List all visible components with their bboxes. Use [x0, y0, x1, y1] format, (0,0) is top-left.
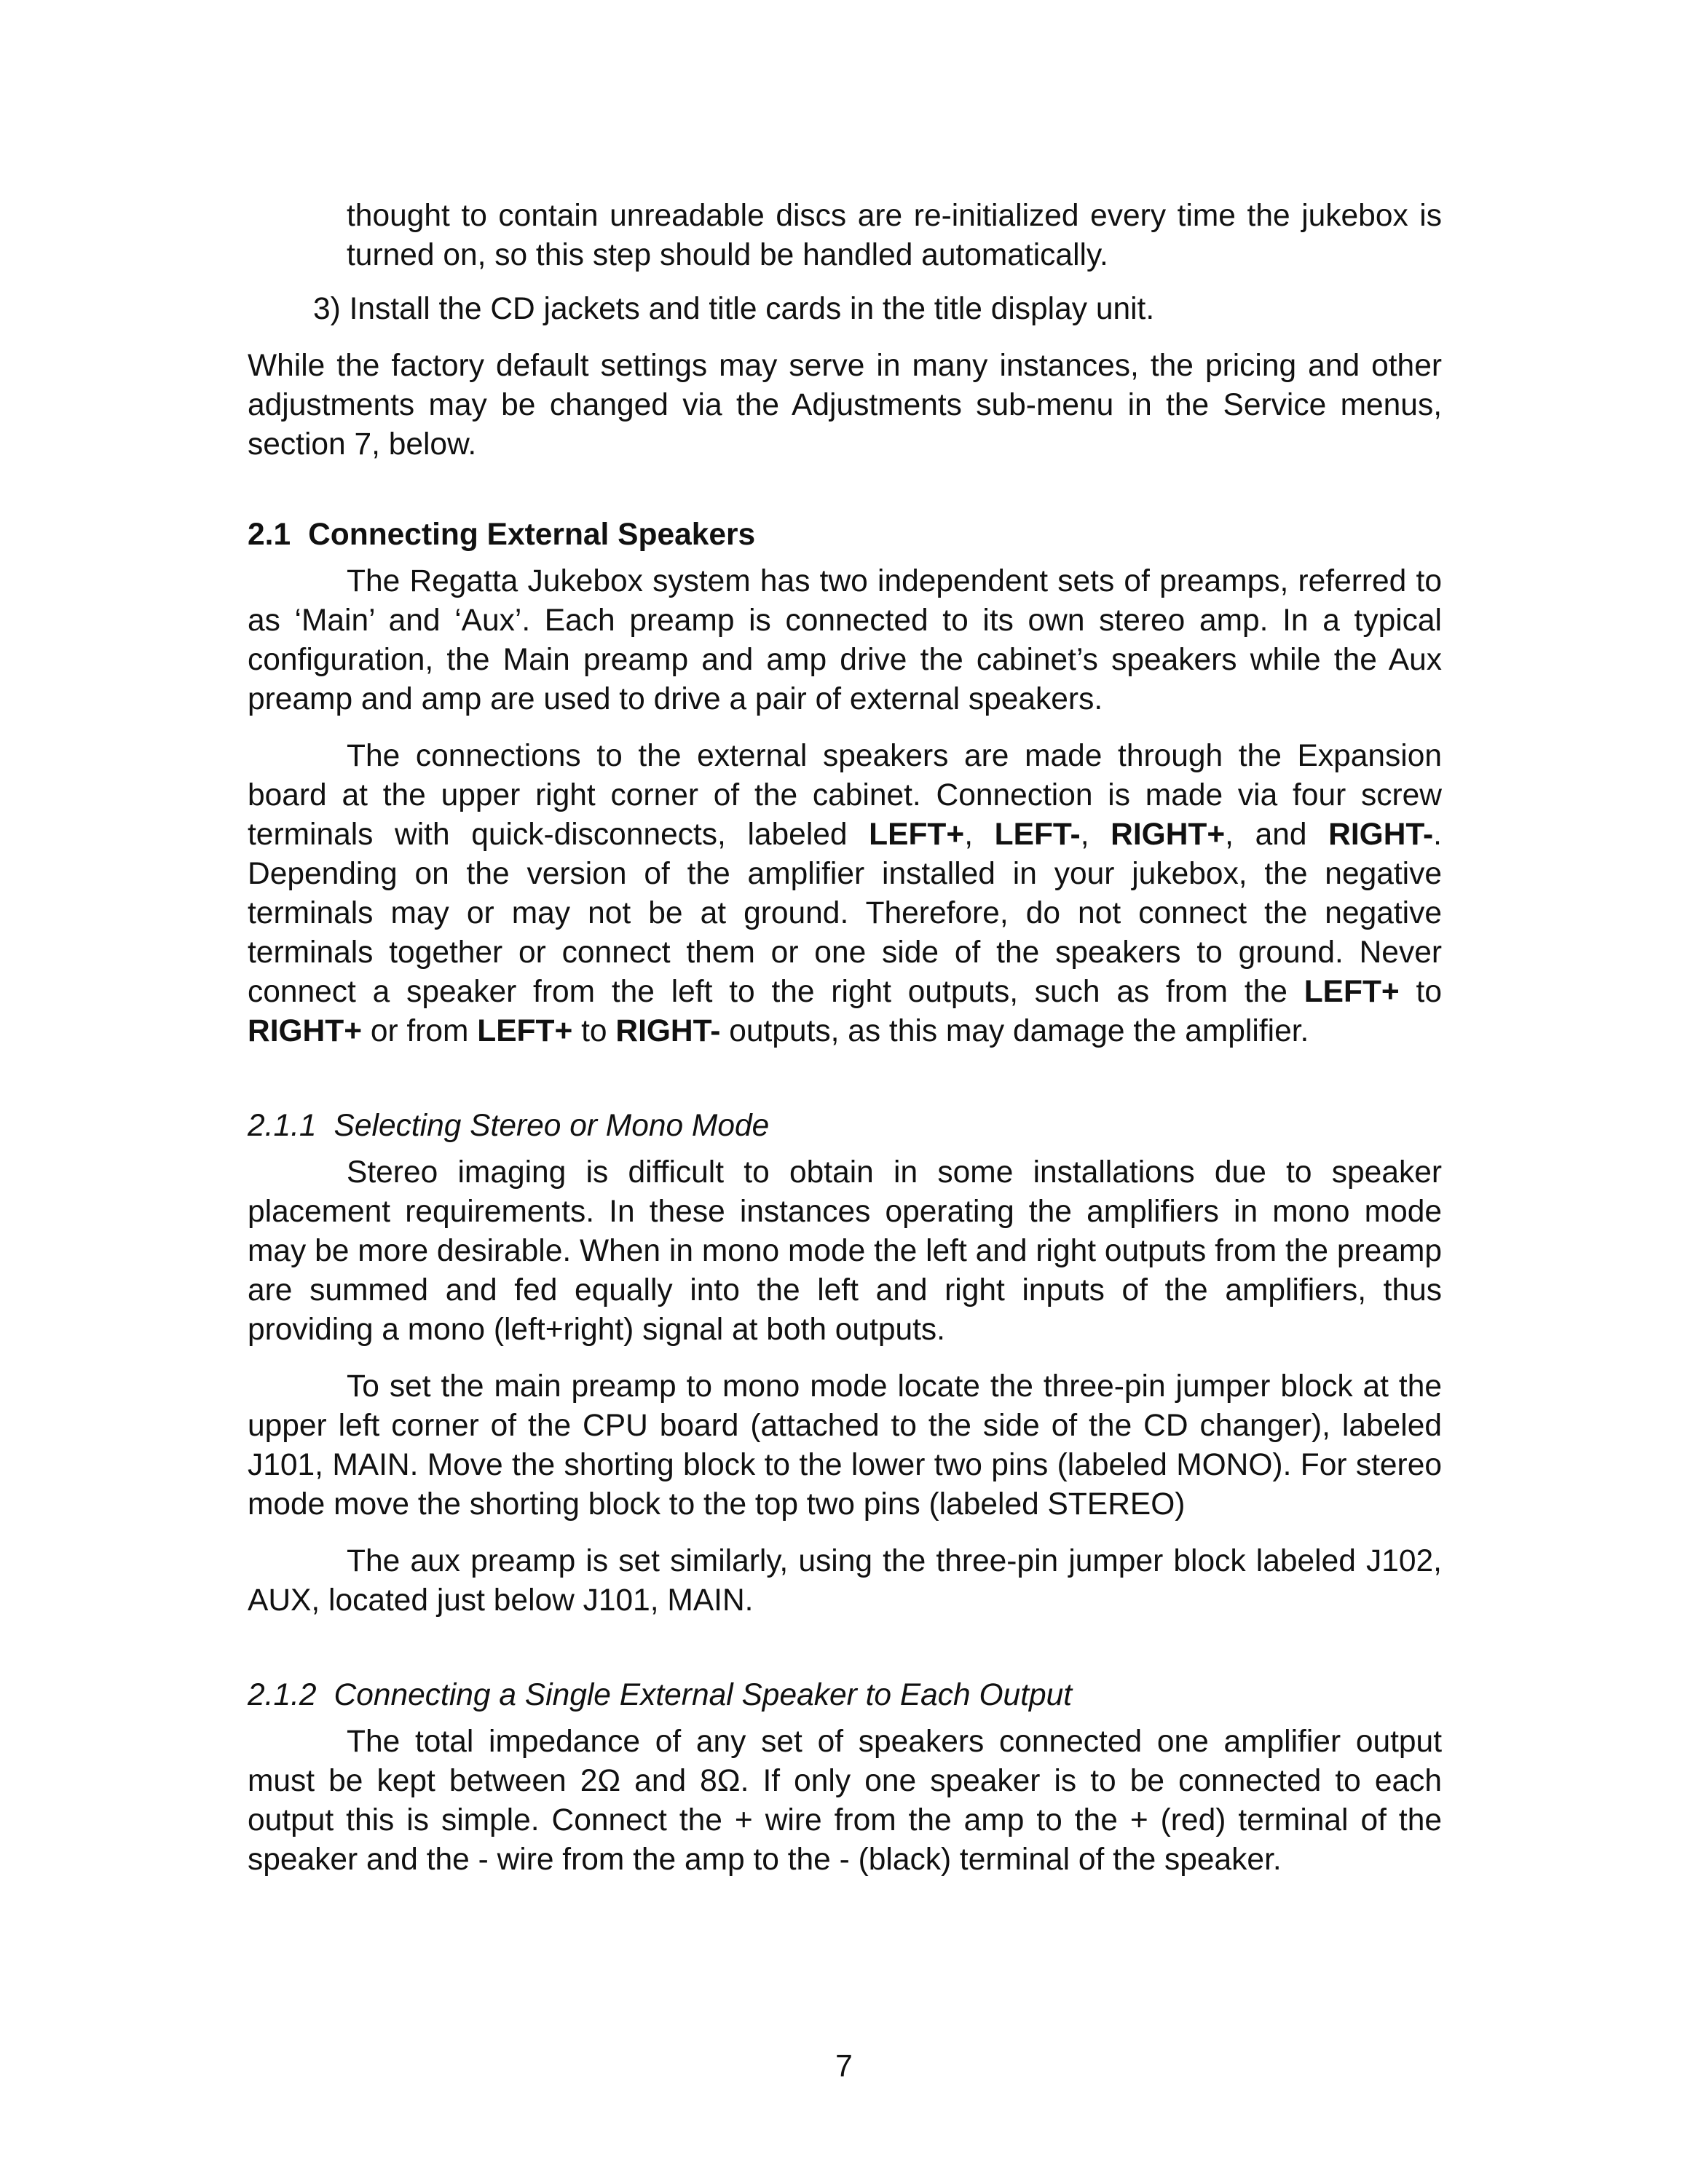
list-item-text: Install the CD jackets and title cards in the title display unit.	[349, 292, 1155, 326]
section-number: 2.1	[248, 518, 291, 552]
text-run: ,	[964, 818, 995, 852]
section-2-1-1-paragraph-3: The aux preamp is set similarly, using the three-pin jumper block labeled J102, AUX, located just below J101, MAIN.	[248, 1544, 1442, 1618]
text-run: . Depending on the version of the amplifier installed in your jukebox, the negative terminals may or may not be at ground. Therefore, do not connect the negative terminals together or connect them or one side of the speakers to ground. Never connect a speaker from the left to the right outputs, such as from the	[248, 818, 1442, 1009]
section-heading-2-1-2	[248, 1676, 1442, 1715]
terminal-label: RIGHT+	[1111, 818, 1226, 852]
terminal-label: RIGHT-	[1328, 818, 1434, 852]
list-item-number: 3)	[313, 292, 341, 326]
page-number: 7	[835, 2049, 853, 2084]
text-run: to	[572, 1014, 616, 1048]
section-title: Connecting External Speakers	[308, 518, 756, 552]
terminal-label: LEFT-	[994, 818, 1081, 852]
terminal-label: LEFT+	[477, 1014, 573, 1048]
text-run: or from	[362, 1014, 478, 1048]
section-title: Connecting a Single External Speaker to Each Output	[334, 1678, 1073, 1712]
section-number: 2.1.1	[248, 1109, 317, 1143]
section-title: Selecting Stereo or Mono Mode	[334, 1109, 770, 1143]
terminal-label: LEFT+	[1304, 975, 1400, 1009]
section-heading-2-1	[248, 515, 1442, 555]
list-item-3	[248, 290, 1442, 329]
section-2-1-paragraph-1: The Regatta Jukebox system has two independent sets of preamps, referred to as ‘Main’ and ‘Aux’. Each preamp is connected to its own stereo amp. In a typical configuration, the Main preamp and amp drive the cabinet’s speakers while the Aux preamp and amp are used to drive a pair of external speakers.	[248, 564, 1442, 716]
terminal-label: RIGHT-	[615, 1014, 721, 1048]
text-run: outputs, as this may damage the amplifier.	[720, 1014, 1309, 1048]
section-2-1-2-paragraph-1: The total impedance of any set of speakers connected one amplifier output must be kept between 2Ω and 8Ω. If only one speaker is to be connected to each output this is simple. Connect the + wire from the amp to the + (red) terminal of the speaker and the - wire from the amp to the - (black) terminal of the speaker.	[248, 1725, 1442, 1877]
page-body	[248, 197, 1442, 1880]
text-run: to	[1399, 975, 1442, 1009]
intro-paragraph: While the factory default settings may serve in many instances, the pricing and other adjustments may be changed via the Adjustments sub-menu in the Service menus, section 7, below.	[248, 349, 1442, 462]
section-2-1-1-paragraph-1: Stereo imaging is difficult to obtain in some installations due to speaker placement requirements. In these instances operating the amplifiers in mono mode may be more desirable. When in mono mode the left and right outputs from the preamp are summed and fed equally into the left and right inputs of the amplifiers, thus providing a mono (left+right) signal at both outputs.	[248, 1155, 1442, 1347]
section-2-1-1-paragraph-2: To set the main preamp to mono mode locate the three-pin jumper block at the upper left corner of the CPU board (attached to the side of the CD changer), labeled J101, MAIN. Move the shorting block to the lower two pins (labeled MONO). For stereo mode move the shorting block to the top two pins (labeled STEREO)	[248, 1369, 1442, 1522]
terminal-label: RIGHT+	[248, 1014, 363, 1048]
text-run: , and	[1225, 818, 1329, 852]
text-run: The connections to the external speakers are made through the Expansion board at the upper right corner of the cabinet. Connection is made via four screw terminals with quick-disconnects, labeled	[248, 739, 1442, 852]
terminal-label: LEFT+	[869, 818, 965, 852]
continuation-text: thought to contain unreadable discs are re-initialized every time the jukebox is turned on, so this step should be handled automatically.	[347, 199, 1442, 272]
text-run: ,	[1080, 818, 1111, 852]
section-heading-2-1-1	[248, 1107, 1442, 1146]
section-number: 2.1.2	[248, 1678, 317, 1712]
section-2-1-paragraph-2	[248, 737, 1442, 1051]
